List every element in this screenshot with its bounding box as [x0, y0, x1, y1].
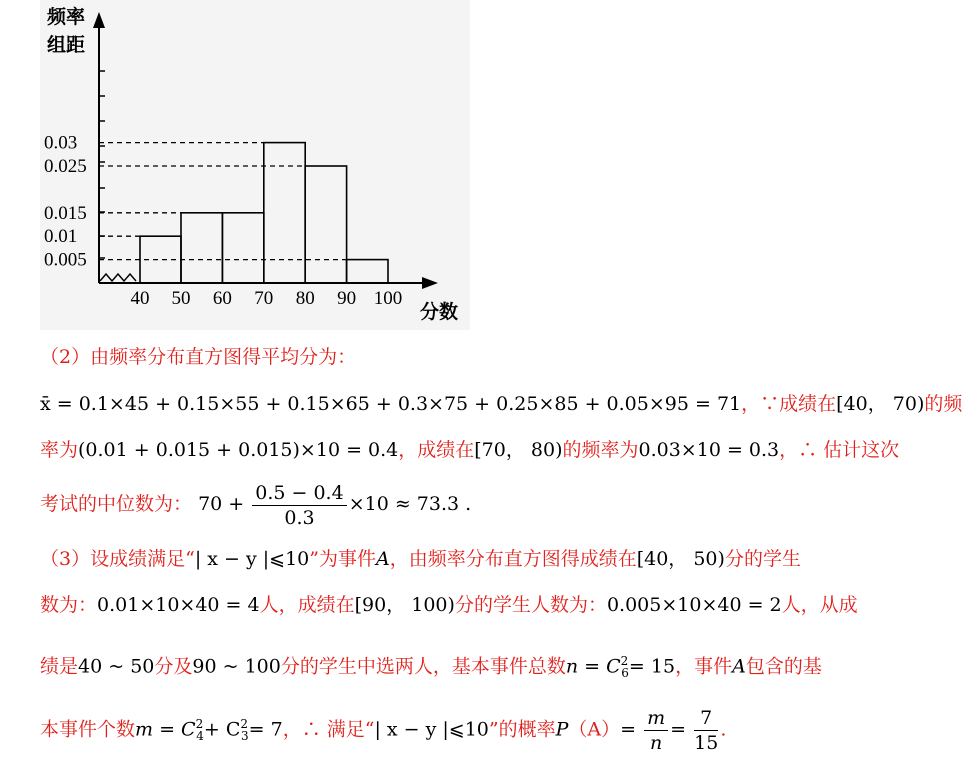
m-expression-lead: m = C: [135, 718, 196, 741]
y-tick-label: 0.015: [44, 202, 87, 224]
x-tick-label: 40: [130, 288, 150, 309]
x-tick-label: 100: [373, 288, 403, 309]
count-40-50-expression: 0.01×10×40 = 4: [97, 594, 260, 616]
combination-sub-1: 4: [196, 729, 204, 744]
histogram-bar: [181, 213, 222, 283]
y-axis-arrow: [93, 12, 105, 28]
m-value: = 7: [248, 718, 283, 741]
part3-text-b: ”为事件: [309, 548, 376, 570]
median-tail: ×10 ≈ 73.3 .: [348, 493, 472, 515]
histogram-bar: [222, 213, 263, 283]
y-tick-label: 0.025: [44, 156, 87, 177]
therefore-estimate-text: ，∴ 估计这次: [779, 439, 900, 461]
part3-line1: [40, 546, 880, 572]
interval-70-80: [70， 80): [474, 439, 563, 461]
part3-text-g: 分的学生人数为：: [454, 594, 607, 616]
freq-70-80-expression: 0.03×10 = 0.3: [638, 439, 780, 461]
part3-text-e: 数为：: [40, 594, 98, 616]
part3-text-f: 人，成绩在: [259, 594, 355, 616]
p-symbol: P: [555, 718, 569, 741]
median-fraction: [252, 481, 346, 530]
range-40-50: 40 ~ 50: [78, 655, 155, 678]
part3-text-k: 分的学生中选两人，基本事件总数: [280, 655, 566, 678]
abs-condition-2: | x − y |⩽10: [374, 718, 489, 741]
score-in-text: 成绩在: [779, 393, 837, 415]
x-axis-label: 分数: [420, 301, 459, 323]
freq-is-text: 的频: [924, 393, 962, 415]
freq-line: [40, 437, 900, 463]
range-90-100: 90 ~ 100: [192, 655, 281, 678]
combination-sub-2: 3: [241, 729, 249, 744]
comma-score-in-text: ，成绩在: [398, 439, 475, 461]
count-90-100-expression: 0.005×10×40 = 2: [606, 594, 782, 616]
equals-2: =: [670, 718, 687, 741]
y-axis-label-line1: 频率: [47, 6, 86, 28]
y-tick-label: 0.03: [44, 132, 78, 154]
abs-condition: | x − y |⩽10: [194, 548, 310, 570]
combination-4-2: [196, 698, 204, 762]
end-dot: .: [720, 718, 727, 741]
m-over-n-fraction: [644, 706, 668, 755]
x-tick-label: 50: [171, 288, 191, 309]
m-plus: + C: [203, 718, 241, 741]
interval-40-70: [40， 70): [836, 393, 925, 415]
part3-text-i: 绩是: [40, 655, 79, 678]
combination-sub: 6: [621, 666, 629, 681]
combination-sup-1: 2: [195, 717, 204, 731]
x-tick-label: 70: [254, 288, 274, 309]
part3-line3: [40, 648, 880, 686]
histogram-bar: [305, 166, 346, 283]
histogram-chart: [0, 0, 898, 335]
a-paren: （A）: [568, 718, 621, 741]
x-tick-label: 80: [295, 288, 315, 309]
combination-6-2: [621, 648, 629, 686]
histogram-bar: [347, 260, 388, 283]
part3-text-l: ，事件: [675, 655, 733, 678]
mean-expression: x̄ = 0.1×45 + 0.15×55 + 0.15×65 + 0.3×75 + 0.25×85 + 0.05×95 = 71: [40, 393, 742, 415]
total-n-value: = 15: [628, 655, 676, 678]
median-line: [40, 478, 880, 530]
total-n-expression: n = C: [565, 655, 621, 678]
freq-is-text-2: 率为: [40, 439, 79, 461]
combination-sup-2: 2: [240, 717, 248, 731]
interval-90-100: [90， 100): [354, 594, 455, 616]
combination-sup: 2: [620, 654, 629, 668]
part3-text-a: （3）设成绩满足“: [40, 548, 195, 570]
part3-text-p: ”的概率: [488, 718, 556, 741]
part3-text-d: 分的学生: [724, 548, 801, 570]
freq-40-70-expression: (0.01 + 0.015 + 0.015)×10 = 0.4: [78, 439, 399, 461]
interval-40-50: [40， 50): [636, 548, 725, 570]
fraction-n: n: [650, 731, 663, 754]
histogram-bar: [264, 143, 305, 283]
mean-line: [40, 391, 962, 417]
part3-text-h: 人，从成: [781, 594, 858, 616]
part3-text-c: ，由频率分布直方图得成绩在: [389, 548, 637, 570]
part3-line2: [40, 592, 880, 618]
because-text: ，∵: [741, 393, 780, 415]
y-tick-label: 0.01: [44, 226, 78, 248]
fraction-7: 7: [694, 706, 718, 731]
axis-break-zigzag: [100, 274, 136, 281]
part2-heading: [40, 344, 880, 370]
x-axis-arrow: [422, 277, 438, 289]
equals-1: =: [620, 718, 637, 741]
part3-text-m: 包含的基: [745, 655, 822, 678]
x-tick-label: 90: [337, 288, 357, 309]
fraction-m: m: [644, 706, 668, 731]
part3-text-n: 本事件个数: [40, 718, 136, 741]
median-numerator: 0.5 − 0.4: [252, 481, 346, 506]
seven-over-fifteen-fraction: [694, 706, 718, 755]
fraction-15: 15: [694, 731, 719, 754]
median-label: 考试的中位数为：: [40, 493, 193, 515]
part2-head-text: （2）由频率分布直方图得平均分为：: [40, 346, 357, 368]
y-axis-label-line2: 组距: [47, 34, 86, 56]
combination-3-2: [240, 698, 248, 762]
y-tick-label: 0.005: [44, 249, 87, 271]
part3-text-o: ，∴ 满足“: [282, 718, 375, 741]
median-lead: 70 +: [198, 493, 245, 515]
x-tick-label: 60: [212, 288, 232, 309]
event-a-symbol: A: [375, 548, 390, 570]
median-denominator: 0.3: [284, 506, 315, 529]
event-a-symbol-2: A: [732, 655, 746, 678]
part3-line4: [40, 698, 880, 762]
part3-text-j: 分及: [154, 655, 193, 678]
freq-is-text-3: 的频率为: [562, 439, 639, 461]
